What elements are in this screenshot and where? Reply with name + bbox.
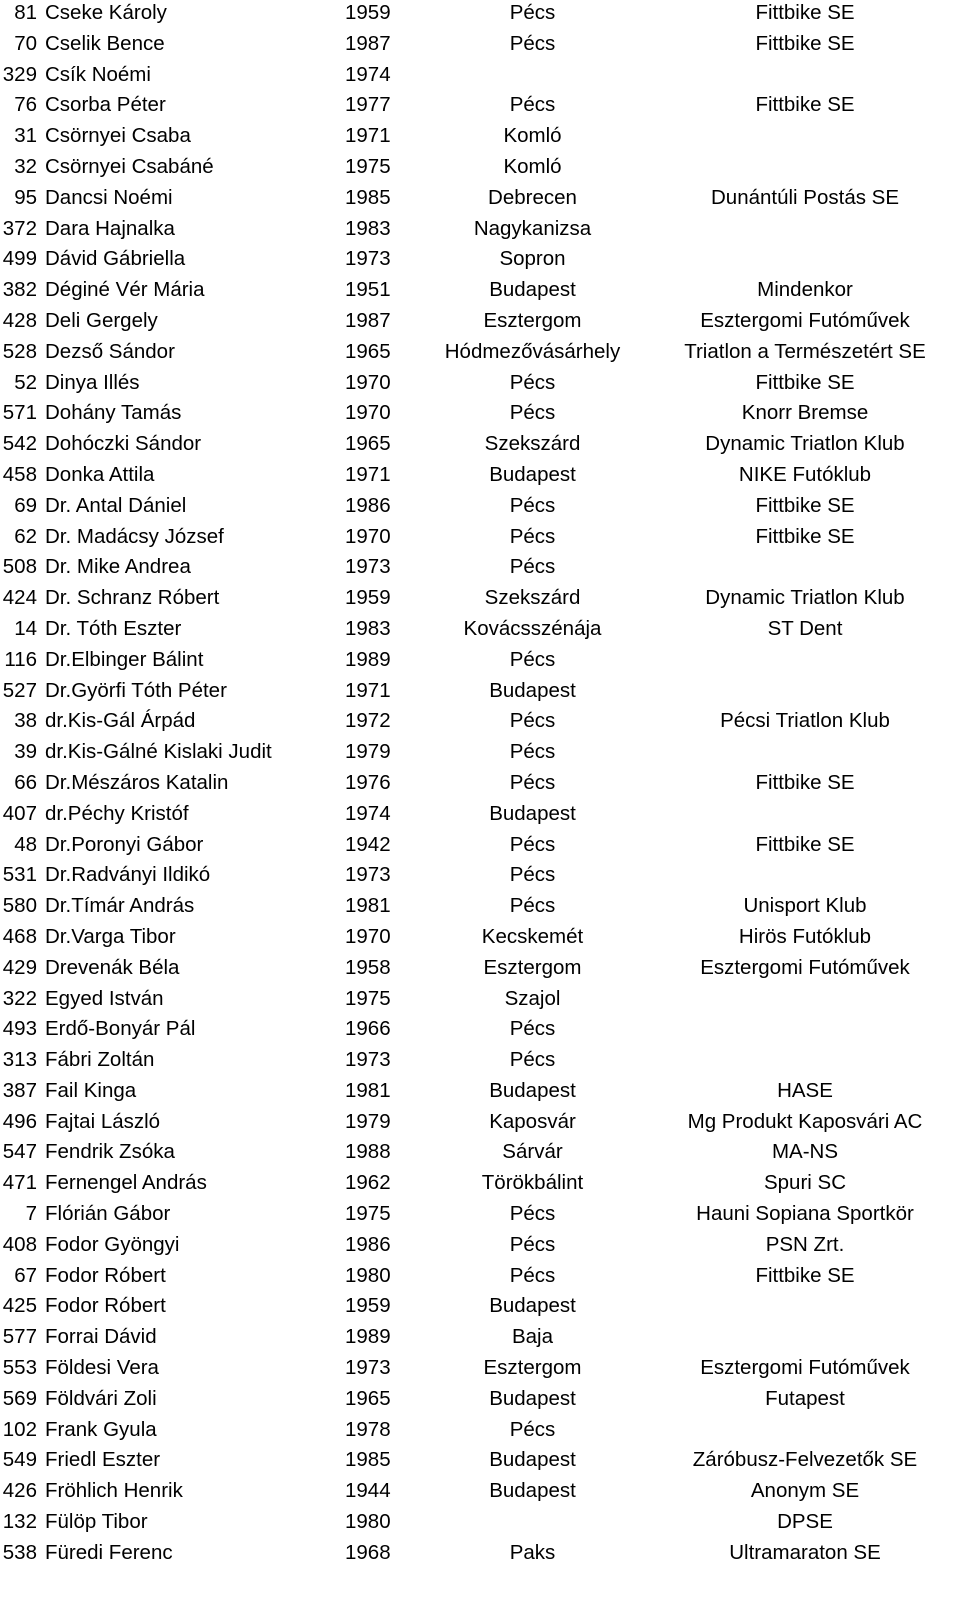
- participant-name-cell: Frank Gyula: [45, 1417, 157, 1441]
- city-cell: Pécs: [509, 1, 556, 24]
- city-cell: Pécs: [509, 31, 556, 55]
- club-cell: Fittbike SE: [755, 832, 855, 856]
- table-row: [0, 246, 960, 277]
- table-row: [0, 770, 960, 801]
- birth-year-cell: 1959: [345, 586, 391, 610]
- start-number-cell: 493: [2, 1017, 37, 1041]
- city-cell: Pécs: [509, 832, 556, 856]
- birth-year-cell: 1973: [345, 555, 391, 579]
- participant-name-cell: Csörnyei Csabáné: [45, 154, 214, 178]
- participant-name-cell: Dr. Tóth Eszter: [45, 616, 182, 640]
- participant-name-cell: Fail Kinga: [45, 1078, 137, 1102]
- birth-year-cell: 1970: [345, 401, 391, 425]
- start-number-cell: 95: [14, 185, 37, 209]
- birth-year-cell: 1981: [345, 894, 391, 918]
- city-cell: Szajol: [504, 986, 561, 1010]
- table-row: [0, 92, 960, 123]
- table-row: [0, 400, 960, 431]
- start-number-cell: 428: [2, 308, 37, 332]
- table-row: [0, 524, 960, 555]
- start-number-cell: 542: [2, 432, 37, 456]
- club-cell: Knorr Bremse: [741, 401, 869, 425]
- birth-year-cell: 1970: [345, 524, 391, 548]
- city-cell: Budapest: [489, 278, 576, 302]
- city-cell: Budapest: [489, 1386, 576, 1410]
- participant-name-cell: Fajtai László: [45, 1109, 161, 1133]
- start-number-cell: 69: [14, 493, 37, 517]
- start-number-cell: 313: [2, 1048, 37, 1072]
- club-cell: Fittbike SE: [755, 93, 855, 117]
- table-row: [0, 585, 960, 616]
- start-number-cell: 81: [14, 1, 37, 24]
- table-row: [0, 62, 960, 93]
- start-number-cell: 499: [2, 247, 37, 271]
- start-number-cell: 67: [14, 1263, 37, 1287]
- club-cell: NIKE Futóklub: [738, 462, 872, 486]
- city-cell: Pécs: [509, 1202, 556, 1226]
- table-row: [0, 986, 960, 1017]
- table-row: [0, 1478, 960, 1509]
- participant-name-cell: dr.Kis-Gál Árpád: [45, 709, 196, 733]
- table-row: [0, 308, 960, 339]
- birth-year-cell: 1989: [345, 1325, 391, 1349]
- participant-name-cell: Dr. Antal Dániel: [45, 493, 187, 517]
- participant-name-cell: Csorba Péter: [45, 93, 166, 117]
- club-cell: Hauni Sopiana Sportkör: [696, 1202, 914, 1226]
- birth-year-cell: 1976: [345, 770, 391, 794]
- club-cell: Ultramaraton SE: [729, 1540, 881, 1564]
- birth-year-cell: 1968: [345, 1540, 391, 1564]
- birth-year-cell: 1973: [345, 247, 391, 271]
- start-number-cell: 580: [2, 894, 37, 918]
- birth-year-cell: 1985: [345, 1448, 391, 1472]
- participant-name-cell: Füredi Ferenc: [45, 1540, 173, 1564]
- start-number-cell: 329: [2, 62, 37, 86]
- club-cell: Dunántúli Postás SE: [710, 185, 900, 209]
- start-number-cell: 553: [2, 1356, 37, 1380]
- city-cell: Szekszárd: [484, 586, 581, 610]
- start-number-cell: 577: [2, 1325, 37, 1349]
- start-number-cell: 32: [14, 154, 37, 178]
- table-row: [0, 1139, 960, 1170]
- city-cell: Budapest: [489, 1078, 576, 1102]
- birth-year-cell: 1981: [345, 1078, 391, 1102]
- participant-name-cell: Dara Hajnalka: [45, 216, 175, 240]
- start-number-cell: 426: [2, 1479, 37, 1503]
- participant-name-cell: Fröhlich Henrik: [45, 1479, 183, 1503]
- city-cell: Kovácsszénája: [463, 616, 602, 640]
- table-row: [0, 1293, 960, 1324]
- city-cell: Pécs: [509, 1417, 556, 1441]
- table-row: [0, 832, 960, 863]
- club-cell: Futapest: [765, 1386, 845, 1410]
- table-row: [0, 1447, 960, 1478]
- club-cell: Triatlon a Természetért SE: [684, 339, 926, 363]
- table-row: [0, 216, 960, 247]
- club-cell: Esztergomi Futóművek: [700, 308, 910, 332]
- birth-year-cell: 1975: [345, 1202, 391, 1226]
- city-cell: Pécs: [509, 1017, 556, 1041]
- participant-name-cell: dr.Péchy Kristóf: [45, 801, 189, 825]
- table-row: [0, 0, 960, 31]
- club-cell: DPSE: [777, 1510, 833, 1534]
- club-cell: Fittbike SE: [755, 1263, 855, 1287]
- table-row: [0, 678, 960, 709]
- start-number-cell: 425: [2, 1294, 37, 1318]
- start-number-cell: 527: [2, 678, 37, 702]
- birth-year-cell: 1971: [345, 462, 391, 486]
- table-row: [0, 955, 960, 986]
- birth-year-cell: 1974: [345, 62, 391, 86]
- start-number-cell: 471: [2, 1171, 37, 1195]
- club-cell: ST Dent: [767, 616, 843, 640]
- birth-year-cell: 1959: [345, 1, 391, 24]
- city-cell: Komló: [503, 154, 562, 178]
- participant-name-cell: Dr.Elbinger Bálint: [45, 647, 204, 671]
- city-cell: Hódmezővásárhely: [444, 339, 621, 363]
- start-number-cell: 538: [2, 1540, 37, 1564]
- table-row: [0, 1232, 960, 1263]
- birth-year-cell: 1965: [345, 1386, 391, 1410]
- club-cell: Pécsi Triatlon Klub: [720, 709, 890, 733]
- club-cell: Unisport Klub: [743, 894, 867, 918]
- start-number-cell: 408: [2, 1232, 37, 1256]
- birth-year-cell: 1974: [345, 801, 391, 825]
- club-cell: Spuri SC: [763, 1171, 847, 1195]
- club-cell: Fittbike SE: [755, 370, 855, 394]
- start-number-cell: 52: [14, 370, 37, 394]
- participant-name-cell: Dancsi Noémi: [45, 185, 173, 209]
- start-number-cell: 571: [2, 401, 37, 425]
- birth-year-cell: 1973: [345, 863, 391, 887]
- birth-year-cell: 1973: [345, 1356, 391, 1380]
- participant-name-cell: Donka Attila: [45, 462, 155, 486]
- birth-year-cell: 1980: [345, 1510, 391, 1534]
- birth-year-cell: 1971: [345, 678, 391, 702]
- participant-name-cell: Fodor Róbert: [45, 1263, 166, 1287]
- start-number-cell: 468: [2, 924, 37, 948]
- birth-year-cell: 1975: [345, 154, 391, 178]
- table-row: [0, 1386, 960, 1417]
- table-row: [0, 277, 960, 308]
- birth-year-cell: 1958: [345, 955, 391, 979]
- birth-year-cell: 1972: [345, 709, 391, 733]
- participant-name-cell: Csík Noémi: [45, 62, 151, 86]
- club-cell: Mindenkor: [757, 278, 853, 302]
- birth-year-cell: 1970: [345, 924, 391, 948]
- table-row: [0, 616, 960, 647]
- city-cell: Pécs: [509, 770, 556, 794]
- city-cell: Budapest: [489, 1479, 576, 1503]
- start-number-cell: 528: [2, 339, 37, 363]
- participant-name-cell: Fendrik Zsóka: [45, 1140, 175, 1164]
- start-number-cell: 424: [2, 586, 37, 610]
- table-row: [0, 893, 960, 924]
- city-cell: Pécs: [509, 863, 556, 887]
- table-row: [0, 554, 960, 585]
- birth-year-cell: 1975: [345, 986, 391, 1010]
- city-cell: Pécs: [509, 647, 556, 671]
- club-cell: Záróbusz-Felvezetők SE: [692, 1448, 918, 1472]
- club-cell: Hirös Futóklub: [738, 924, 872, 948]
- table-row: [0, 31, 960, 62]
- birth-year-cell: 1979: [345, 740, 391, 764]
- table-row: [0, 1047, 960, 1078]
- city-cell: Pécs: [509, 1263, 556, 1287]
- table-row: [0, 1263, 960, 1294]
- participant-name-cell: Forrai Dávid: [45, 1325, 157, 1349]
- birth-year-cell: 1978: [345, 1417, 391, 1441]
- start-number-cell: 38: [14, 709, 37, 733]
- participant-name-cell: Fernengel András: [45, 1171, 207, 1195]
- participant-name-cell: Déginé Vér Mária: [45, 278, 205, 302]
- city-cell: Pécs: [509, 401, 556, 425]
- birth-year-cell: 1962: [345, 1171, 391, 1195]
- start-number-cell: 547: [2, 1140, 37, 1164]
- city-cell: Kaposvár: [489, 1109, 576, 1133]
- participant-name-cell: Dr.Varga Tibor: [45, 924, 176, 948]
- participant-name-cell: Deli Gergely: [45, 308, 158, 332]
- club-cell: Dynamic Triatlon Klub: [705, 586, 905, 610]
- participant-name-cell: Erdő-Bonyár Pál: [45, 1017, 196, 1041]
- participant-name-cell: Csörnyei Csaba: [45, 124, 191, 148]
- start-number-cell: 569: [2, 1386, 37, 1410]
- city-cell: Pécs: [509, 370, 556, 394]
- start-number-cell: 372: [2, 216, 37, 240]
- table-row: [0, 924, 960, 955]
- club-cell: Anonym SE: [750, 1479, 860, 1503]
- birth-year-cell: 1988: [345, 1140, 391, 1164]
- start-number-cell: 116: [4, 647, 37, 671]
- birth-year-cell: 1985: [345, 185, 391, 209]
- table-row: [0, 801, 960, 832]
- table-row: [0, 185, 960, 216]
- participant-name-cell: Fodor Róbert: [45, 1294, 166, 1318]
- birth-year-cell: 1983: [345, 616, 391, 640]
- birth-year-cell: 1979: [345, 1109, 391, 1133]
- city-cell: Budapest: [489, 678, 576, 702]
- city-cell: Pécs: [509, 894, 556, 918]
- start-number-cell: 549: [2, 1448, 37, 1472]
- club-cell: Esztergomi Futóművek: [700, 955, 910, 979]
- participant-name-cell: Egyed István: [45, 986, 164, 1010]
- city-cell: Paks: [509, 1540, 556, 1564]
- city-cell: Esztergom: [483, 1356, 582, 1380]
- club-cell: HASE: [777, 1078, 833, 1102]
- participant-name-cell: Friedl Eszter: [45, 1448, 161, 1472]
- table-row: [0, 1324, 960, 1355]
- participant-name-cell: Dezső Sándor: [45, 339, 175, 363]
- table-row: [0, 1109, 960, 1140]
- start-number-cell: 39: [14, 740, 37, 764]
- table-row: [0, 1540, 960, 1571]
- table-row: [0, 370, 960, 401]
- table-row: [0, 1509, 960, 1540]
- city-cell: Budapest: [489, 1448, 576, 1472]
- city-cell: Komló: [503, 124, 562, 148]
- city-cell: Nagykanizsa: [473, 216, 592, 240]
- start-number-cell: 531: [2, 863, 37, 887]
- start-number-cell: 429: [2, 955, 37, 979]
- club-cell: Fittbike SE: [755, 770, 855, 794]
- table-row: [0, 493, 960, 524]
- city-cell: Esztergom: [483, 955, 582, 979]
- birth-year-cell: 1944: [345, 1479, 391, 1503]
- start-number-cell: 382: [2, 278, 37, 302]
- participant-name-cell: Földesi Vera: [45, 1356, 159, 1380]
- club-cell: MA-NS: [771, 1140, 839, 1164]
- participant-name-cell: dr.Kis-Gálné Kislaki Judit: [45, 740, 272, 764]
- participant-name-cell: Cseke Károly: [45, 1, 167, 24]
- club-cell: Fittbike SE: [755, 1, 855, 24]
- club-cell: Fittbike SE: [755, 31, 855, 55]
- birth-year-cell: 1980: [345, 1263, 391, 1287]
- table-row: [0, 708, 960, 739]
- start-number-cell: 322: [2, 986, 37, 1010]
- birth-year-cell: 1986: [345, 1232, 391, 1256]
- start-number-cell: 387: [2, 1078, 37, 1102]
- city-cell: Pécs: [509, 493, 556, 517]
- participant-name-cell: Dr. Schranz Róbert: [45, 586, 220, 610]
- table-row: [0, 1355, 960, 1386]
- club-cell: Fittbike SE: [755, 524, 855, 548]
- city-cell: Baja: [511, 1325, 554, 1349]
- table-row: [0, 431, 960, 462]
- city-cell: Pécs: [509, 93, 556, 117]
- table-row: [0, 739, 960, 770]
- birth-year-cell: 1965: [345, 432, 391, 456]
- birth-year-cell: 1970: [345, 370, 391, 394]
- birth-year-cell: 1977: [345, 93, 391, 117]
- city-cell: Pécs: [509, 740, 556, 764]
- start-number-cell: 407: [2, 801, 37, 825]
- table-row: [0, 862, 960, 893]
- participant-name-cell: Cselik Bence: [45, 31, 165, 55]
- participant-name-cell: Dr.Poronyi Gábor: [45, 832, 204, 856]
- club-cell: Fittbike SE: [755, 493, 855, 517]
- table-row: [0, 647, 960, 678]
- table-row: [0, 123, 960, 154]
- start-number-cell: 66: [14, 770, 37, 794]
- city-cell: Pécs: [509, 1232, 556, 1256]
- table-row: [0, 1201, 960, 1232]
- start-number-cell: 48: [14, 832, 37, 856]
- participant-name-cell: Dohóczki Sándor: [45, 432, 202, 456]
- city-cell: Szekszárd: [484, 432, 581, 456]
- start-number-cell: 31: [14, 124, 37, 148]
- table-row: [0, 1417, 960, 1448]
- participant-name-cell: Fülöp Tibor: [45, 1510, 148, 1534]
- table-row: [0, 1078, 960, 1109]
- birth-year-cell: 1987: [345, 31, 391, 55]
- club-cell: Mg Produkt Kaposvári AC: [687, 1109, 923, 1133]
- birth-year-cell: 1986: [345, 493, 391, 517]
- table-row: [0, 462, 960, 493]
- city-cell: Pécs: [509, 524, 556, 548]
- start-number-cell: 132: [2, 1510, 37, 1534]
- table-row: [0, 154, 960, 185]
- participant-name-cell: Dr.Tímár András: [45, 894, 195, 918]
- participant-name-cell: Dr.Radványi Ildikó: [45, 863, 211, 887]
- participant-name-cell: Földvári Zoli: [45, 1386, 157, 1410]
- participant-name-cell: Dohány Tamás: [45, 401, 182, 425]
- participant-name-cell: Dávid Gábriella: [45, 247, 186, 271]
- participant-name-cell: Fodor Gyöngyi: [45, 1232, 180, 1256]
- club-cell: Dynamic Triatlon Klub: [705, 432, 905, 456]
- participant-name-cell: Dr. Madácsy József: [45, 524, 224, 548]
- city-cell: Pécs: [509, 555, 556, 579]
- start-number-cell: 62: [14, 524, 37, 548]
- birth-year-cell: 1966: [345, 1017, 391, 1041]
- birth-year-cell: 1965: [345, 339, 391, 363]
- city-cell: Pécs: [509, 709, 556, 733]
- start-number-cell: 7: [25, 1202, 37, 1226]
- participant-name-cell: Dr.Mészáros Katalin: [45, 770, 229, 794]
- birth-year-cell: 1971: [345, 124, 391, 148]
- birth-year-cell: 1983: [345, 216, 391, 240]
- start-number-cell: 458: [2, 462, 37, 486]
- birth-year-cell: 1973: [345, 1048, 391, 1072]
- start-number-cell: 496: [2, 1109, 37, 1133]
- participant-name-cell: Fábri Zoltán: [45, 1048, 155, 1072]
- start-number-cell: 508: [2, 555, 37, 579]
- city-cell: Budapest: [489, 1294, 576, 1318]
- club-cell: PSN Zrt.: [765, 1232, 845, 1256]
- birth-year-cell: 1987: [345, 308, 391, 332]
- participant-name-cell: Drevenák Béla: [45, 955, 180, 979]
- participant-name-cell: Dinya Illés: [45, 370, 140, 394]
- participant-name-cell: Flórián Gábor: [45, 1202, 171, 1226]
- birth-year-cell: 1951: [345, 278, 391, 302]
- birth-year-cell: 1942: [345, 832, 391, 856]
- club-cell: Esztergomi Futóművek: [700, 1356, 910, 1380]
- city-cell: Sopron: [499, 247, 566, 271]
- participant-name-cell: Dr.Györfi Tóth Péter: [45, 678, 227, 702]
- city-cell: Kecskemét: [481, 924, 584, 948]
- table-row: [0, 339, 960, 370]
- birth-year-cell: 1989: [345, 647, 391, 671]
- city-cell: Budapest: [489, 462, 576, 486]
- participant-name-cell: Dr. Mike Andrea: [45, 555, 191, 579]
- city-cell: Törökbálint: [481, 1171, 584, 1195]
- start-number-cell: 70: [14, 31, 37, 55]
- start-number-cell: 102: [2, 1417, 37, 1441]
- city-cell: Budapest: [489, 801, 576, 825]
- birth-year-cell: 1959: [345, 1294, 391, 1318]
- city-cell: Esztergom: [483, 308, 582, 332]
- start-number-cell: 76: [14, 93, 37, 117]
- table-row: [0, 1170, 960, 1201]
- city-cell: Debrecen: [488, 185, 577, 209]
- city-cell: Sárvár: [502, 1140, 563, 1164]
- table-row: [0, 1016, 960, 1047]
- start-number-cell: 14: [14, 616, 37, 640]
- city-cell: Pécs: [509, 1048, 556, 1072]
